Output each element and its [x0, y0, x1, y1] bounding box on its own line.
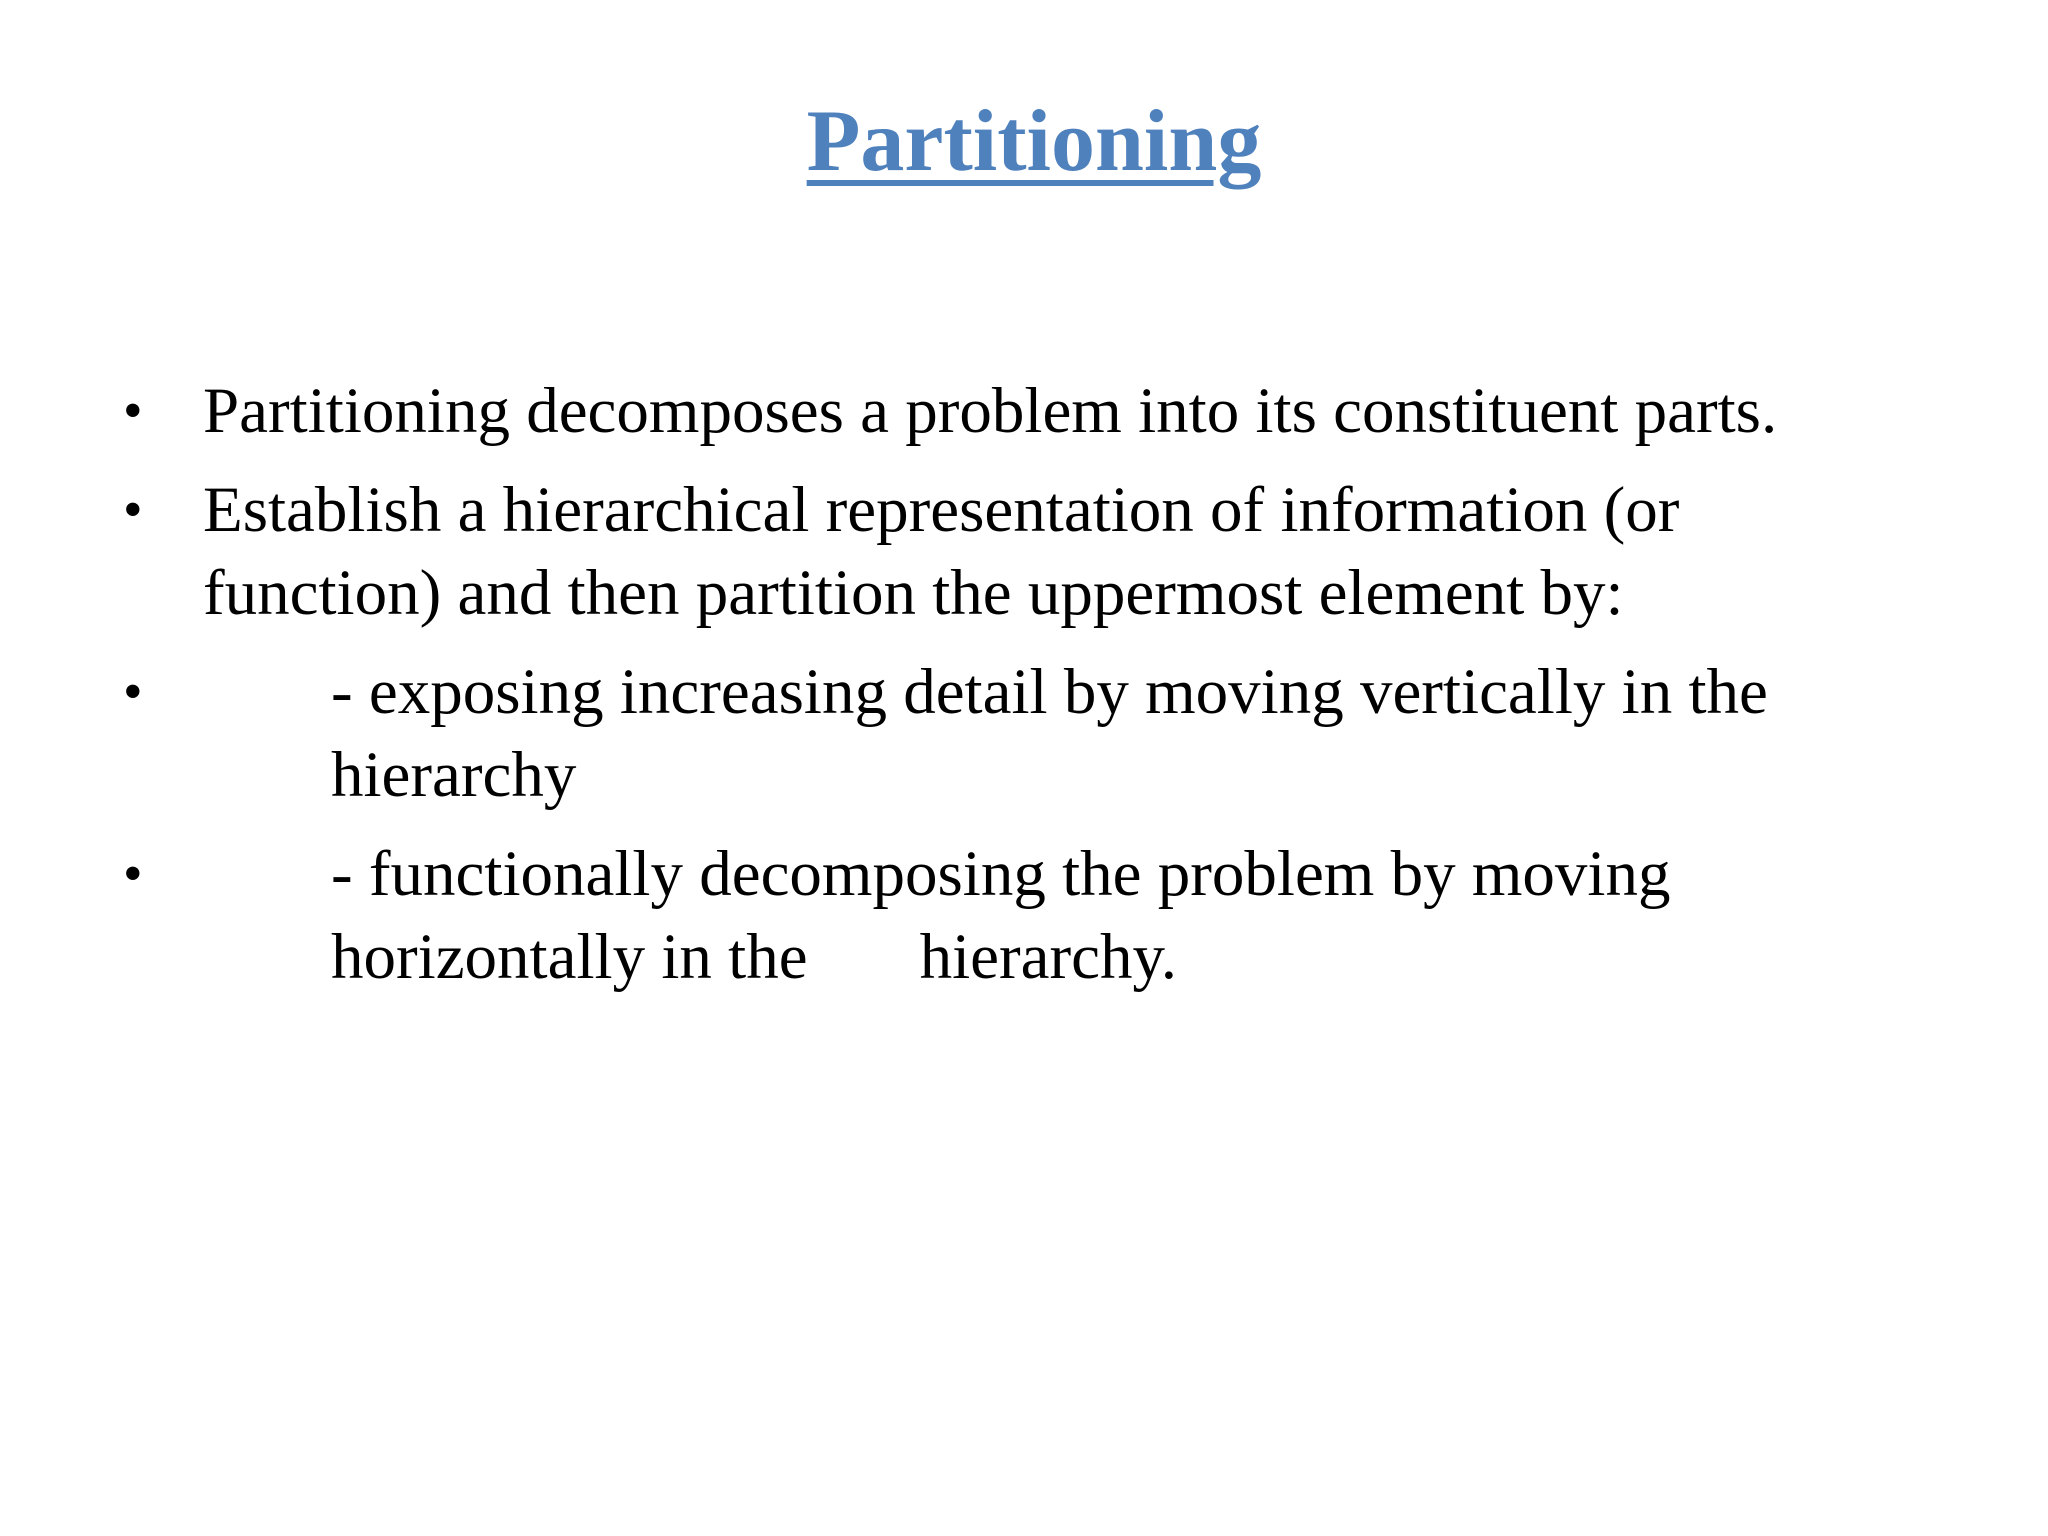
- bullet-marker: •: [123, 380, 143, 442]
- bullet-item-vertical: [0, 651, 2048, 817]
- bullet-marker: •: [123, 843, 143, 905]
- bullet-item-hierarchy: [0, 469, 2048, 635]
- bullet-marker: •: [123, 479, 143, 541]
- bullet-list: [0, 370, 2048, 1015]
- bullet-item-horizontal: [0, 833, 2048, 999]
- bullet-text: [331, 833, 1891, 999]
- slide-title: Partitioning: [806, 93, 1262, 190]
- bullet-text-part2: hierarchy.: [919, 921, 1177, 993]
- bullet-item-partitioning: [0, 370, 2048, 453]
- bullet-text: Partitioning decomposes a problem into its constituent parts.: [203, 375, 1778, 447]
- bullet-marker: •: [123, 661, 143, 723]
- bullet-text: - exposing increasing detail by moving vertically in the hierarchy: [331, 656, 1768, 811]
- bullet-text: Establish a hierarchical representation of information (or function) and then partition the uppermost element by:: [203, 474, 1680, 629]
- bullet-text-part1: - functionally decomposing the problem by moving horizontally in the: [331, 838, 1671, 993]
